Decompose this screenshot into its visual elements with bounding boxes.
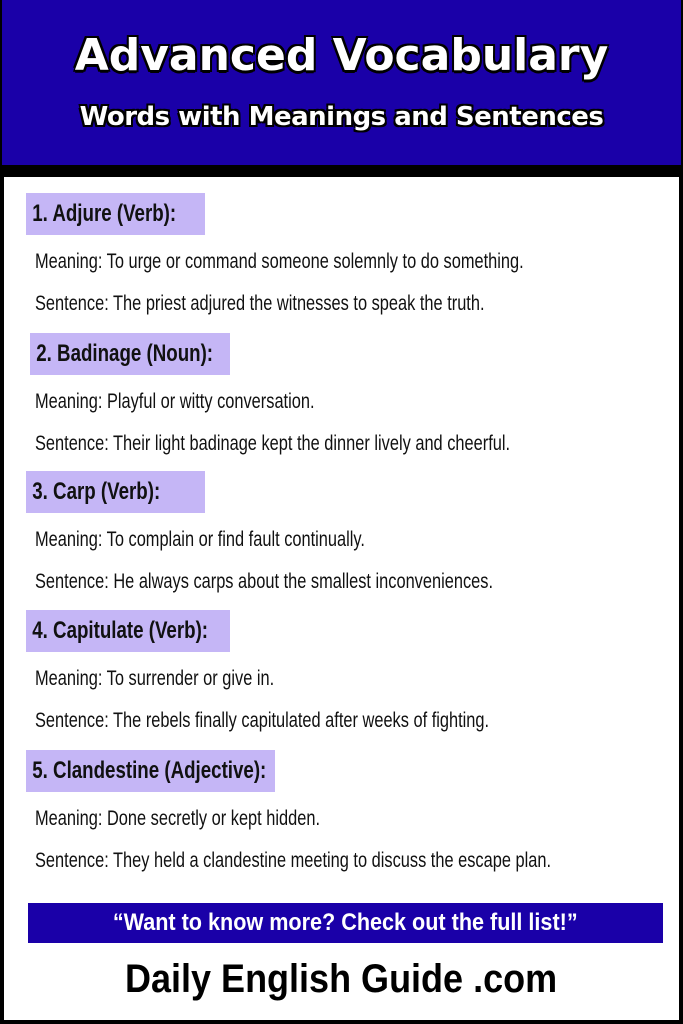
- sentence-text: The priest adjured the witnesses to speak the truth.: [113, 292, 485, 315]
- entry-heading: [26, 193, 205, 235]
- entry-meaning: [35, 250, 524, 274]
- meaning-label: Meaning:: [35, 807, 103, 830]
- sentence-text: They held a clandestine meeting to discuss the escape plan.: [113, 849, 552, 872]
- page-title: Advanced Vocabulary: [74, 30, 609, 81]
- meaning-text: To surrender or give in.: [106, 667, 275, 690]
- meaning-label: Meaning:: [35, 250, 103, 273]
- meaning-label: Meaning:: [35, 528, 103, 551]
- sentence-text: Their light badinage kept the dinner lively and cheerful.: [113, 432, 511, 455]
- meaning-text: To complain or find fault continually.: [106, 528, 365, 551]
- entry-heading: [30, 333, 230, 375]
- sentence-label: Sentence:: [35, 709, 109, 732]
- site-name: [4, 957, 679, 1002]
- sentence-text: He always carps about the smallest inconveniences.: [113, 570, 494, 593]
- site-name-text: Daily English Guide .com: [125, 957, 558, 1001]
- entry-heading: [26, 471, 205, 513]
- entry-heading-text: 2. Badinage (Noun):: [36, 340, 214, 367]
- entry-heading: [26, 750, 275, 792]
- sentence-label: Sentence:: [35, 849, 109, 872]
- entry-sentence: [35, 570, 493, 594]
- entry-sentence: [35, 432, 510, 456]
- header: [2, 0, 681, 165]
- content-panel: [4, 177, 679, 1020]
- entry-heading-text: 4. Capitulate (Verb):: [32, 617, 209, 644]
- entry-sentence: [35, 292, 485, 316]
- banner-text: “Want to know more? Check out the full list!”: [113, 909, 578, 936]
- sentence-label: Sentence:: [35, 432, 109, 455]
- full-list-banner[interactable]: [28, 903, 663, 943]
- meaning-label: Meaning:: [35, 390, 103, 413]
- entry-heading-text: 1. Adjure (Verb):: [32, 200, 177, 227]
- meaning-text: Playful or witty conversation.: [106, 390, 315, 413]
- meaning-text: Done secretly or kept hidden.: [106, 807, 321, 830]
- entry-meaning: [35, 528, 365, 552]
- sentence-label: Sentence:: [35, 570, 109, 593]
- entry-meaning: [35, 807, 320, 831]
- entry-meaning: [35, 667, 274, 691]
- entry-sentence: [35, 709, 489, 733]
- entry-sentence: [35, 849, 551, 873]
- sentence-label: Sentence:: [35, 292, 109, 315]
- page-subtitle: Words with Meanings and Sentences: [79, 102, 604, 132]
- sentence-text: The rebels finally capitulated after weeks of fighting.: [113, 709, 490, 732]
- meaning-label: Meaning:: [35, 667, 103, 690]
- entry-meaning: [35, 390, 315, 414]
- entry-heading-text: 3. Carp (Verb):: [32, 478, 161, 505]
- entry-heading: [26, 610, 230, 652]
- entry-heading-text: 5. Clandestine (Adjective):: [32, 757, 267, 784]
- meaning-text: To urge or command someone solemnly to do something.: [106, 250, 524, 273]
